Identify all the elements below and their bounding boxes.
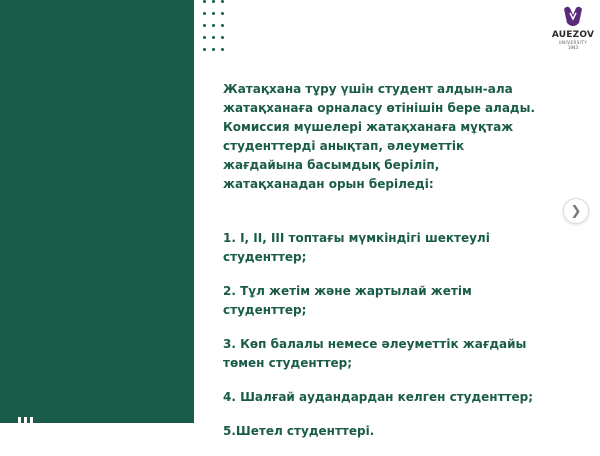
list-item: 1. I, II, III топтағы мүмкіндігі шектеулі студенттер; [223, 231, 490, 264]
chevron-right-icon: ❯ [570, 203, 582, 219]
list-item: 4. Шалғай аудандардан келген студенттер; [223, 390, 534, 404]
university-logo [546, 5, 600, 50]
slide-content [223, 80, 543, 456]
next-slide-button[interactable] [563, 198, 589, 224]
panel-decoration [18, 417, 33, 423]
intro-paragraph: Жатақхана тұру үшін студент алдын-ала жатақханаға орналасу өтінішін бере алады. Комиссия мүшелері жатақханаға мұқтаж студенттерді анықтап, әлеуметтік жағдайына басымдық беріліп, жатақханадан орын беріледі: [223, 82, 536, 191]
green-side-panel [0, 0, 194, 423]
logo-subtitle: UNIVERSITY [558, 40, 588, 45]
list-item: 3. Көп балалы немесе әлеуметтік жағдайы төмен студенттер; [223, 337, 527, 370]
decorative-dots [203, 0, 224, 51]
university-logo-icon [562, 5, 584, 29]
logo-name: AUEZOV [551, 30, 595, 40]
list-item: 5.Шетел студенттері. [223, 424, 375, 438]
logo-year: 1943 [567, 45, 579, 50]
list-item: 2. Тұл жетім және жартылай жетім студенттер; [223, 284, 472, 317]
